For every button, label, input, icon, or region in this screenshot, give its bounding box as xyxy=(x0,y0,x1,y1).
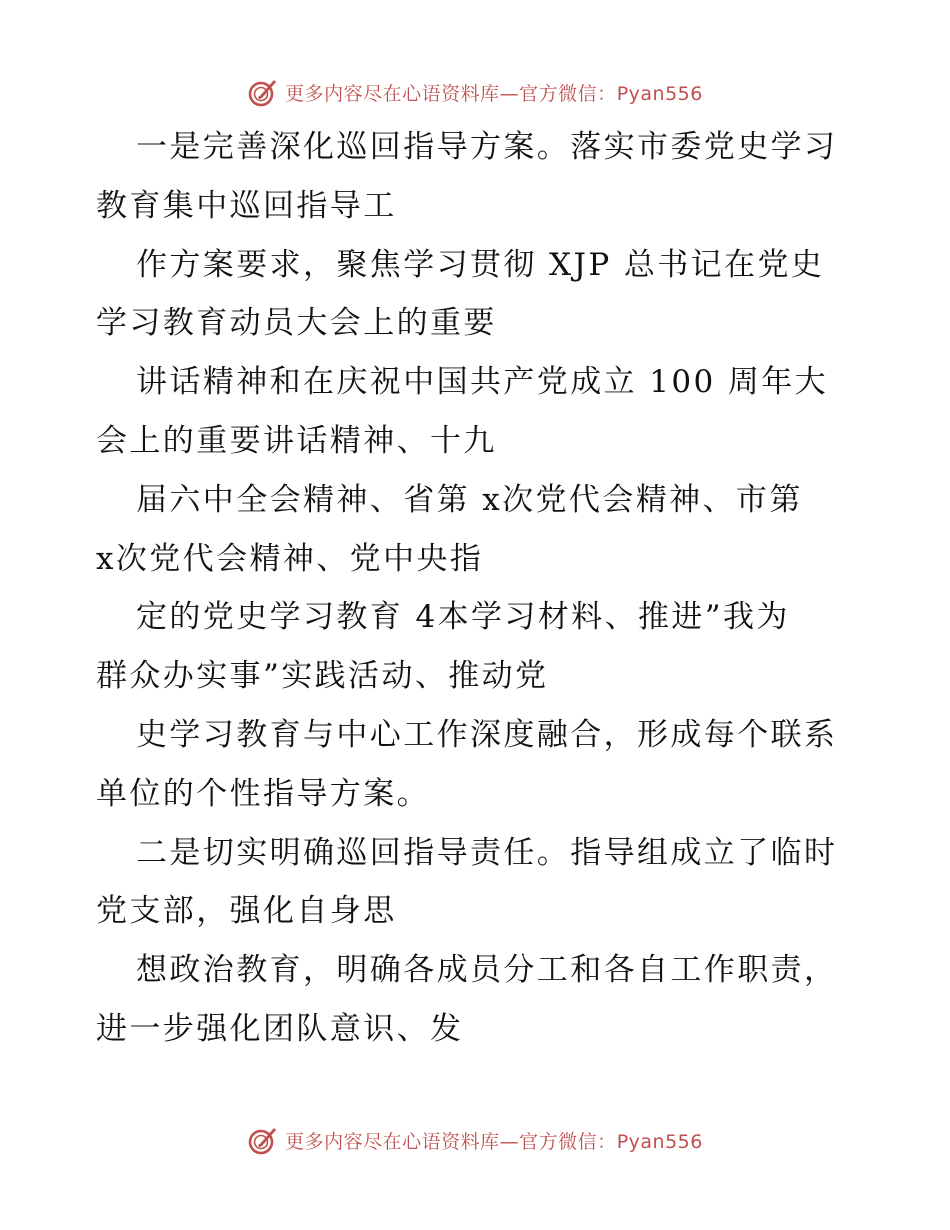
text-line: 一是完善深化巡回指导方案。落实市委党史学习 xyxy=(136,129,838,165)
quill-logo-icon xyxy=(247,76,279,108)
text-line: 届六中全会精神、省第 x次党代会精神、市第 xyxy=(136,481,803,518)
text-line: 作方案要求，聚焦学习贯彻 XJP 总书记在党史 xyxy=(136,246,825,283)
text-line: 教育集中巡回指导工 xyxy=(96,187,397,224)
quill-logo-icon xyxy=(247,1124,279,1156)
text-line: 二是切实明确巡回指导责任。指导组成立了临时 xyxy=(136,834,838,871)
header-watermark xyxy=(0,72,950,112)
text-line: x次党代会精神、党中央指 xyxy=(96,540,484,577)
text-line: 想政治教育，明确各成员分工和各自工作职责， xyxy=(136,952,838,989)
text-line: 定的党史学习教育 4本学习材料、推进”我为 xyxy=(136,599,790,636)
text-line: 学习教育动员大会上的重要 xyxy=(96,305,497,342)
watermark-text: 更多内容尽在心语资料库—官方微信：Pyan556 xyxy=(285,82,703,105)
text-line: 进一步强化团队意识、发 xyxy=(96,1010,464,1047)
text-line: 讲话精神和在庆祝中国共产党成立 100 周年大 xyxy=(136,364,829,401)
text-line: 史学习教育与中心工作深度融合，形成每个联系 xyxy=(136,716,838,753)
document-body xyxy=(96,118,866,1059)
footer-watermark xyxy=(0,1120,950,1160)
text-line: 党支部，强化自身思 xyxy=(96,893,397,930)
text-line: 群众办实事”实践活动、推动党 xyxy=(96,658,549,695)
text-line: 会上的重要讲话精神、十九 xyxy=(96,422,497,459)
watermark-text: 更多内容尽在心语资料库—官方微信：Pyan556 xyxy=(285,1130,703,1153)
text-line: 单位的个性指导方案。 xyxy=(96,775,430,812)
